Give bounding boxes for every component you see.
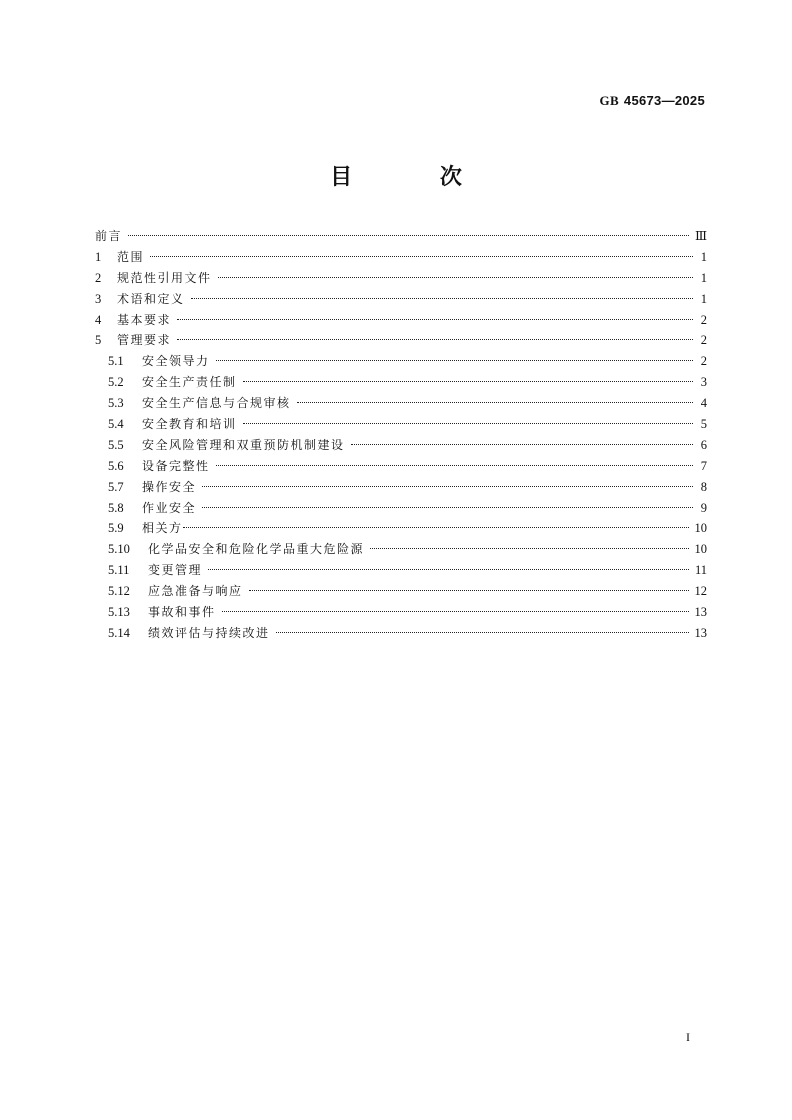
toc-entry-3[interactable] [95, 289, 707, 310]
toc-entry-label: 事故和事件 [148, 605, 216, 620]
toc-entry-page: 1 [700, 249, 707, 264]
toc-entry-4[interactable] [95, 310, 707, 331]
toc-entry-5-5[interactable] [95, 435, 707, 456]
toc-entry-5-9[interactable] [95, 518, 707, 539]
toc-leader-dots [202, 507, 693, 508]
toc-leader-dots [216, 360, 693, 361]
toc-entry-number: 5.13 [108, 605, 130, 620]
toc-entry-5-10[interactable] [95, 539, 707, 560]
toc-entry-label: 术语和定义 [117, 291, 185, 306]
toc-entry-number: 5.6 [108, 458, 124, 473]
toc-leader-dots [243, 381, 693, 382]
toc-leader-dots [177, 339, 693, 340]
toc-entry-label: 安全风险管理和双重预防机制建设 [142, 437, 345, 452]
toc-entry-number: 3 [95, 291, 102, 306]
toc-entry-page: 10 [694, 521, 707, 536]
toc-entry-page: 10 [694, 542, 707, 557]
toc-leader-dots [243, 423, 693, 424]
toc-leader-dots [216, 465, 693, 466]
toc-entry-number: 5.5 [108, 437, 124, 452]
toc-entry-label: 规范性引用文件 [117, 270, 212, 285]
toc-entry-page: 13 [694, 605, 707, 620]
toc-entry-label: 安全生产责任制 [142, 375, 237, 390]
toc-leader-dots [370, 548, 688, 549]
toc-entry-5-14[interactable] [95, 623, 707, 644]
toc-entry-label: 安全领导力 [142, 354, 210, 369]
toc-entry-5-4[interactable] [95, 414, 707, 435]
toc-entry-5-8[interactable] [95, 498, 707, 519]
toc-entry-label: 绩效评估与持续改进 [148, 625, 270, 640]
toc-entry-label: 安全教育和培训 [142, 417, 237, 432]
toc-entry-5-13[interactable] [95, 602, 707, 623]
toc-entry-page: 1 [700, 270, 707, 285]
toc-entry-page: 2 [700, 354, 707, 369]
toc-entry-page: 4 [700, 396, 707, 411]
toc-entry-number: 4 [95, 312, 102, 327]
toc-leader-dots [177, 319, 693, 320]
toc-entry-5-11[interactable] [95, 560, 707, 581]
toc-entry-number: 5.8 [108, 500, 124, 515]
toc-entry-page: 9 [700, 500, 707, 515]
toc-entry-page: Ⅲ [694, 229, 707, 243]
toc-entry-5-12[interactable] [95, 581, 707, 602]
toc-leader-dots [150, 256, 693, 257]
toc-entry-label: 作业安全 [142, 500, 197, 515]
toc-leader-dots [218, 277, 693, 278]
toc-entry-page: 1 [700, 291, 707, 306]
toc-leader-dots [222, 611, 689, 612]
toc-leader-dots [202, 486, 693, 487]
toc-entry-number: 5.9 [108, 521, 124, 536]
toc-entry-number: 5.7 [108, 479, 124, 494]
toc-entry-number: 2 [95, 270, 102, 285]
toc-entry-number: 5 [95, 333, 102, 348]
toc-entry-number: 5.11 [108, 563, 130, 578]
toc-entry-label: 变更管理 [148, 563, 203, 578]
toc-leader-dots [128, 235, 689, 236]
toc-entry-1[interactable] [95, 247, 707, 268]
toc-leader-dots [276, 632, 689, 633]
toc-entry-label: 化学品安全和危险化学品重大危险源 [148, 542, 365, 557]
toc-leader-dots [351, 444, 693, 445]
toc-entry-page: 12 [694, 584, 707, 599]
toc-entry-foreword[interactable] [95, 226, 707, 247]
toc-entry-number: 5.4 [108, 417, 124, 432]
page-number: I [686, 1030, 690, 1044]
toc-entry-page: 3 [700, 375, 707, 390]
toc-leader-dots [183, 527, 689, 528]
toc-entry-label: 应急准备与响应 [148, 584, 243, 599]
toc-entry-number: 5.3 [108, 396, 124, 411]
toc-entry-page: 8 [700, 479, 707, 494]
toc-entry-number: 5.14 [108, 625, 130, 640]
toc-leader-dots [208, 569, 689, 570]
toc-entry-5[interactable] [95, 330, 707, 351]
page-title: 目 次 [330, 165, 502, 190]
toc-entry-number: 5.12 [108, 584, 130, 599]
toc-entry-number: 5.10 [108, 542, 130, 557]
toc-entry-label: 操作安全 [142, 479, 197, 494]
toc-entry-5-3[interactable] [95, 393, 707, 414]
toc-entry-label: 前言 [95, 229, 123, 243]
toc-entry-page: 7 [700, 458, 707, 473]
toc-entry-label: 管理要求 [117, 333, 172, 348]
toc-entry-label: 安全生产信息与合规审核 [142, 396, 291, 411]
toc-entry-label: 基本要求 [117, 312, 172, 327]
toc-entry-page: 2 [700, 333, 707, 348]
toc-entry-5-2[interactable] [95, 372, 707, 393]
toc-leader-dots [249, 590, 689, 591]
toc-entry-label: 范围 [117, 249, 145, 264]
toc-leader-dots [297, 402, 693, 403]
toc-entry-page: 6 [700, 437, 707, 452]
toc-entry-label: 设备完整性 [142, 458, 210, 473]
toc-entry-page: 11 [694, 563, 707, 578]
toc-entry-page: 5 [700, 417, 707, 432]
toc-entry-page: 13 [694, 625, 707, 640]
standard-prefix: GB [599, 93, 619, 108]
toc-entry-number: 5.1 [108, 354, 124, 369]
toc-entry-number: 5.2 [108, 375, 124, 390]
standard-number: 45673—2025 [623, 93, 705, 108]
toc-entry-2[interactable] [95, 268, 707, 289]
toc-entry-label: 相关方 [142, 521, 183, 536]
toc-entry-5-1[interactable] [95, 351, 707, 372]
table-of-contents [95, 226, 707, 644]
toc-entry-number: 1 [95, 249, 102, 264]
toc-entry-5-7[interactable] [95, 477, 707, 498]
toc-leader-dots [191, 298, 693, 299]
toc-entry-page: 2 [700, 312, 707, 327]
standard-code [600, 93, 705, 109]
toc-entry-5-6[interactable] [95, 456, 707, 477]
